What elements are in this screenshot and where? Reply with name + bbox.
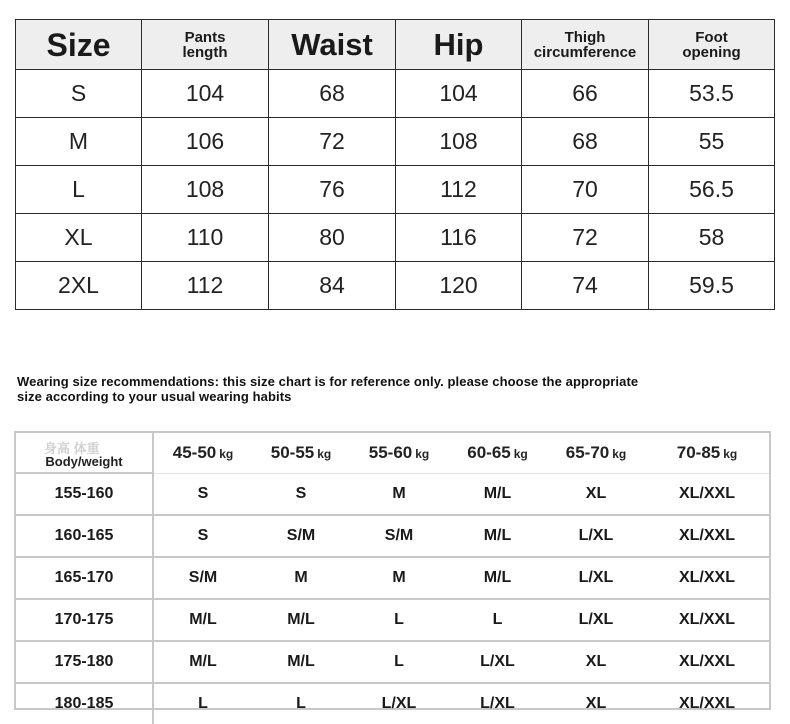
recommended-size-cell: L [350,641,448,683]
recommendation-table-frame [14,431,771,710]
recommended-size-cell: M/L [448,473,547,515]
size-label-cell: M [16,118,142,166]
recommendation-row [16,683,769,724]
weight-range: 45-50 [172,442,217,462]
recommended-size-cell: L/XL [547,599,645,641]
recommended-size-cell: XL/XXL [645,641,769,683]
size-value-cell: 116 [396,214,522,262]
weight-header-4 [547,433,645,473]
size-label-cell: XL [16,214,142,262]
height-range-cell: 175-180 [16,641,153,683]
size-value-cell: 58 [649,214,775,262]
size-value-cell: 74 [522,262,649,310]
recommended-size-cell: L/XL [448,641,547,683]
size-label-cell: 2XL [16,262,142,310]
recommended-size-cell: M [350,557,448,599]
height-range-cell: 180-185 [16,683,153,724]
weight-unit: kg [317,446,332,461]
recommended-size-cell: XL [547,641,645,683]
recommendation-body [16,473,769,724]
size-value-cell: 55 [649,118,775,166]
size-value-cell: 84 [269,262,396,310]
recommended-size-cell: M/L [252,641,350,683]
recommendation-row [16,515,769,557]
recommended-size-cell: S [153,515,252,557]
recommended-size-cell: XL [547,473,645,515]
size-value-cell: 68 [269,70,396,118]
size-value-cell: 70 [522,166,649,214]
height-range-cell: 155-160 [16,473,153,515]
recommended-size-cell: M/L [153,599,252,641]
size-chart-header-1 [142,20,269,70]
size-value-cell: 76 [269,166,396,214]
recommended-size-cell: XL [547,683,645,724]
size-chart-header-5-line-0: Foot [695,28,728,46]
size-chart-header-0 [16,20,142,70]
size-chart-row [16,118,775,166]
size-chart-header-5-line-1: opening [682,43,741,61]
weight-range: 50-55 [270,442,315,462]
size-value-cell: 104 [142,70,269,118]
recommended-size-cell: L/XL [350,683,448,724]
recommendation-header-row [16,433,769,473]
recommended-size-cell: XL/XXL [645,515,769,557]
size-chart-header-2 [269,20,396,70]
weight-range: 70-85 [676,442,721,462]
size-chart-table [15,19,775,310]
size-label-cell: S [16,70,142,118]
size-value-cell: 72 [522,214,649,262]
weight-range: 60-65 [467,442,511,462]
recommendation-table [16,433,769,724]
recommendation-row [16,599,769,641]
recommended-size-cell: XL/XXL [645,473,769,515]
size-chart-header-5 [649,20,775,70]
weight-header-5 [645,433,769,473]
size-chart-header-4 [522,20,649,70]
weight-header-2 [350,433,448,473]
size-value-cell: 108 [142,166,269,214]
size-value-cell: 66 [522,70,649,118]
size-value-cell: 110 [142,214,269,262]
note-line-2: size according to your usual wearing habits [17,389,292,404]
size-value-cell: 112 [142,262,269,310]
recommended-size-cell: L [350,599,448,641]
recommended-size-cell: L [448,599,547,641]
size-chart-header-3 [396,20,522,70]
size-value-cell: 112 [396,166,522,214]
weight-unit: kg [723,446,738,461]
size-chart-header-2-text: Waist [291,26,373,62]
size-value-cell: 53.5 [649,70,775,118]
size-chart-header-row [16,20,775,70]
recommended-size-cell: M [350,473,448,515]
height-range-cell: 160-165 [16,515,153,557]
size-chart-header-0-text: Size [46,26,111,63]
size-chart-row [16,70,775,118]
recommended-size-cell: L/XL [547,557,645,599]
recommended-size-cell: L [252,683,350,724]
recommended-size-cell: M/L [252,599,350,641]
recommended-size-cell: L/XL [547,515,645,557]
recommended-size-cell: S/M [252,515,350,557]
height-range-cell: 170-175 [16,599,153,641]
size-value-cell: 59.5 [649,262,775,310]
size-value-cell: 106 [142,118,269,166]
body-weight-corner-cell [16,433,153,473]
size-chart-header-4-line-1: circumference [533,43,637,61]
recommended-size-cell: M/L [448,515,547,557]
weight-header-0 [153,433,252,473]
size-value-cell: 80 [269,214,396,262]
weight-range: 65-70 [565,442,610,462]
size-value-cell: 56.5 [649,166,775,214]
size-chart-header-3-text: Hip [433,26,484,62]
weight-header-1 [252,433,350,473]
size-recommendation-note [17,374,767,404]
recommended-size-cell: XL/XXL [645,599,769,641]
note-line-1: Wearing size recommendations: this size chart is for reference only. please choose the appropriate [17,374,639,389]
corner-label: Body/weight [45,454,123,469]
size-label-cell: L [16,166,142,214]
size-chart-header-1-line-0: Pants [184,28,226,46]
recommendation-row [16,641,769,683]
recommended-size-cell: L [153,683,252,724]
weight-unit: kg [513,446,528,461]
size-chart-row [16,166,775,214]
size-value-cell: 120 [396,262,522,310]
size-value-cell: 104 [396,70,522,118]
recommended-size-cell: XL/XXL [645,557,769,599]
weight-unit: kg [219,446,234,461]
recommended-size-cell: S [153,473,252,515]
recommended-size-cell: S [252,473,350,515]
size-value-cell: 68 [522,118,649,166]
corner-ghost-text: 身高 体重 [44,441,100,456]
size-chart-row [16,262,775,310]
recommended-size-cell: S/M [350,515,448,557]
recommended-size-cell: M/L [153,641,252,683]
size-chart-header-1-line-1: length [182,43,228,61]
weight-range: 55-60 [368,442,413,462]
size-value-cell: 72 [269,118,396,166]
size-chart-body [16,70,775,310]
recommended-size-cell: L/XL [448,683,547,724]
weight-unit: kg [612,446,627,461]
size-value-cell: 108 [396,118,522,166]
weight-header-3 [448,433,547,473]
recommendation-row [16,557,769,599]
recommendation-row [16,473,769,515]
weight-unit: kg [415,446,430,461]
recommended-size-cell: XL/XXL [645,683,769,724]
recommended-size-cell: M [252,557,350,599]
height-range-cell: 165-170 [16,557,153,599]
size-chart-header-4-line-0: Thigh [564,28,606,46]
recommended-size-cell: M/L [448,557,547,599]
size-chart-row [16,214,775,262]
recommended-size-cell: S/M [153,557,252,599]
